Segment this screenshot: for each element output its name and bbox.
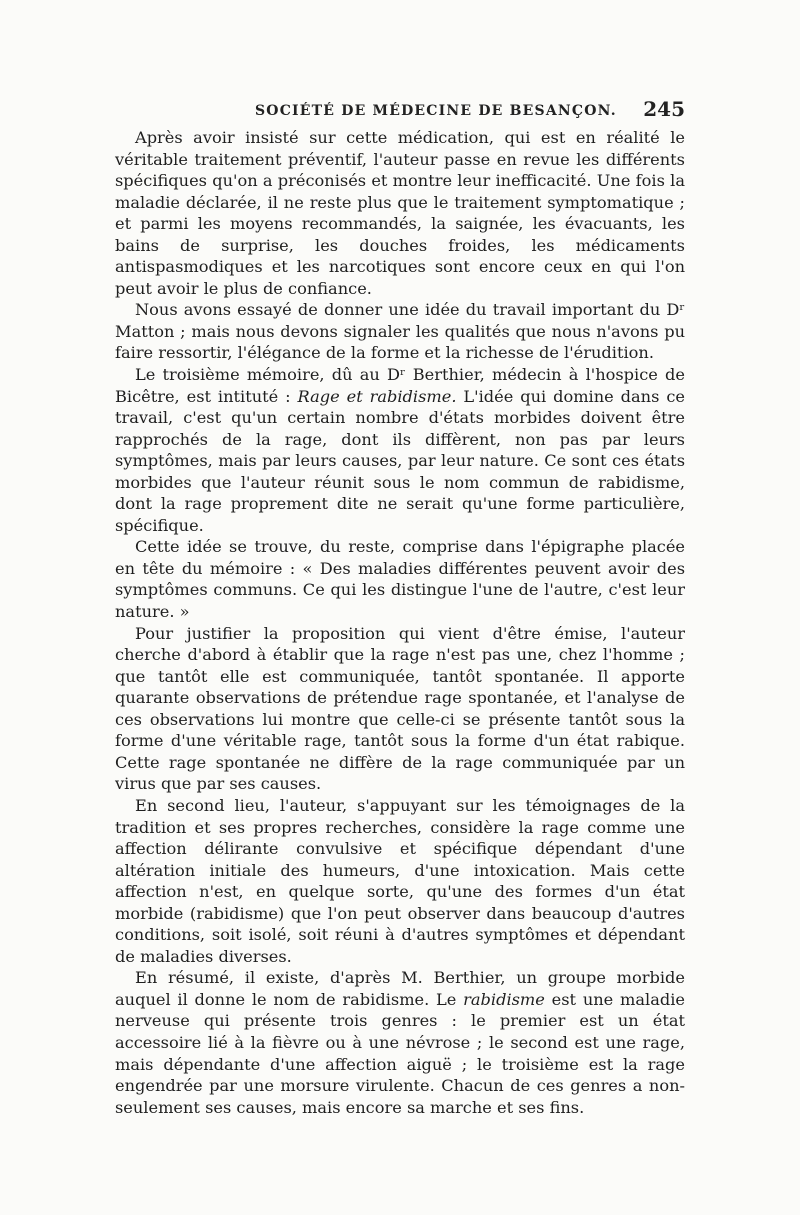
running-title: SOCIÉTÉ DE MÉDECINE DE BESANÇON. bbox=[255, 103, 617, 119]
paragraph-1: Après avoir insisté sur cette médication, qui est en réalité le véritable traitement préventif, l'auteur passe en revue les différents spécifiques qu'on a préconisés et montre leur inefficacité. Une fois la maladie déclarée, il ne reste plus que le traitement symptomatique ; et parmi les moyens recommandés, la saignée, les évacuants, les bains de surprise, les douches froides, les médicaments antispasmodiques et les narcotiques sont encore ceux en qui l'on peut avoir le plus de confiance. bbox=[115, 128, 685, 298]
paragraph-3-text-before: Le troisième mémoire, dû au Dʳ Berthier, médecin à l'hospice de Bicêtre, est intituté : bbox=[115, 365, 685, 406]
paragraph-7-text-before: En résumé, il existe, d'après M. Berthier, un groupe morbide auquel il donne le nom de rabidisme. Le bbox=[115, 968, 685, 1009]
paragraph-3 bbox=[115, 364, 685, 536]
paragraph-6: En second lieu, l'auteur, s'appuyant sur les témoignages de la tradition et ses propres recherches, considère la rage comme une affection délirante convulsive et spécifique dépendant d'une altération initiale des humeurs, d'une intoxication. Mais cette affection n'est, en quelque sorte, qu'une des formes d'un état morbide (rabidisme) que l'on peut observer dans beaucoup d'autres conditions, soit isolé, soit réuni à d'autres symptômes et dépendant de maladies diverses. bbox=[115, 795, 685, 966]
paragraph-5: Pour justifier la proposition qui vient d'être émise, l'auteur cherche d'abord à établir que la rage n'est pas une, chez l'homme ; que tantôt elle est communiquée, tantôt spontanée. Il apporte quarante observations de prétendue rage spontanée, et l'analyse de ces observations lui montre que celle-ci se présente tantôt sous la forme d'une véritable rage, tantôt sous la forme d'un état rabique. Cette rage spontanée ne diffère de la rage communiquée par un virus que par ses causes. bbox=[115, 623, 685, 794]
body-text bbox=[115, 127, 685, 1118]
paragraph-7 bbox=[115, 967, 685, 1118]
memoir-title: Rage et rabidisme. bbox=[297, 386, 457, 406]
paragraph-3-text-after: L'idée qui domine dans ce travail, c'est qu'un certain nombre d'états morbides doivent être rapprochés de la rage, dont ils diffèrent, non pas par leurs symptômes, mais par leurs causes, par leur nature. Ce sont ces états morbides que l'auteur réunit sous le nom commun de rabidisme, dont la rage proprement dite ne serait qu'une forme particulière, spécifique. bbox=[115, 386, 685, 535]
page-header bbox=[115, 97, 685, 123]
page-number: 245 bbox=[643, 97, 685, 121]
paragraph-4: Cette idée se trouve, du reste, comprise dans l'épigraphe placée en tête du mémoire : « Des maladies différentes peuvent avoir des symptômes communs. Ce qui les distingue l'une de l'autre, c'est leur nature. » bbox=[115, 537, 685, 622]
rabidisme-term: rabidisme bbox=[463, 989, 545, 1009]
paragraph-2: Nous avons essayé de donner une idée du travail important du Dʳ Matton ; mais nous devons signaler les qualités que nous n'avons pu faire ressortir, l'élégance de la forme et la richesse de l'érudition. bbox=[115, 300, 685, 363]
paragraph-7-text-after: est une maladie nerveuse qui présente trois genres : le premier est un état accessoire lié à la fièvre ou à une névrose ; le second est une rage, mais dépendante d'une affection aiguë ; le troisième est la rage engendrée par une morsure virulente. Chacun de ces genres a non-seulement ses causes, mais encore sa marche et ses fins. bbox=[115, 989, 685, 1117]
